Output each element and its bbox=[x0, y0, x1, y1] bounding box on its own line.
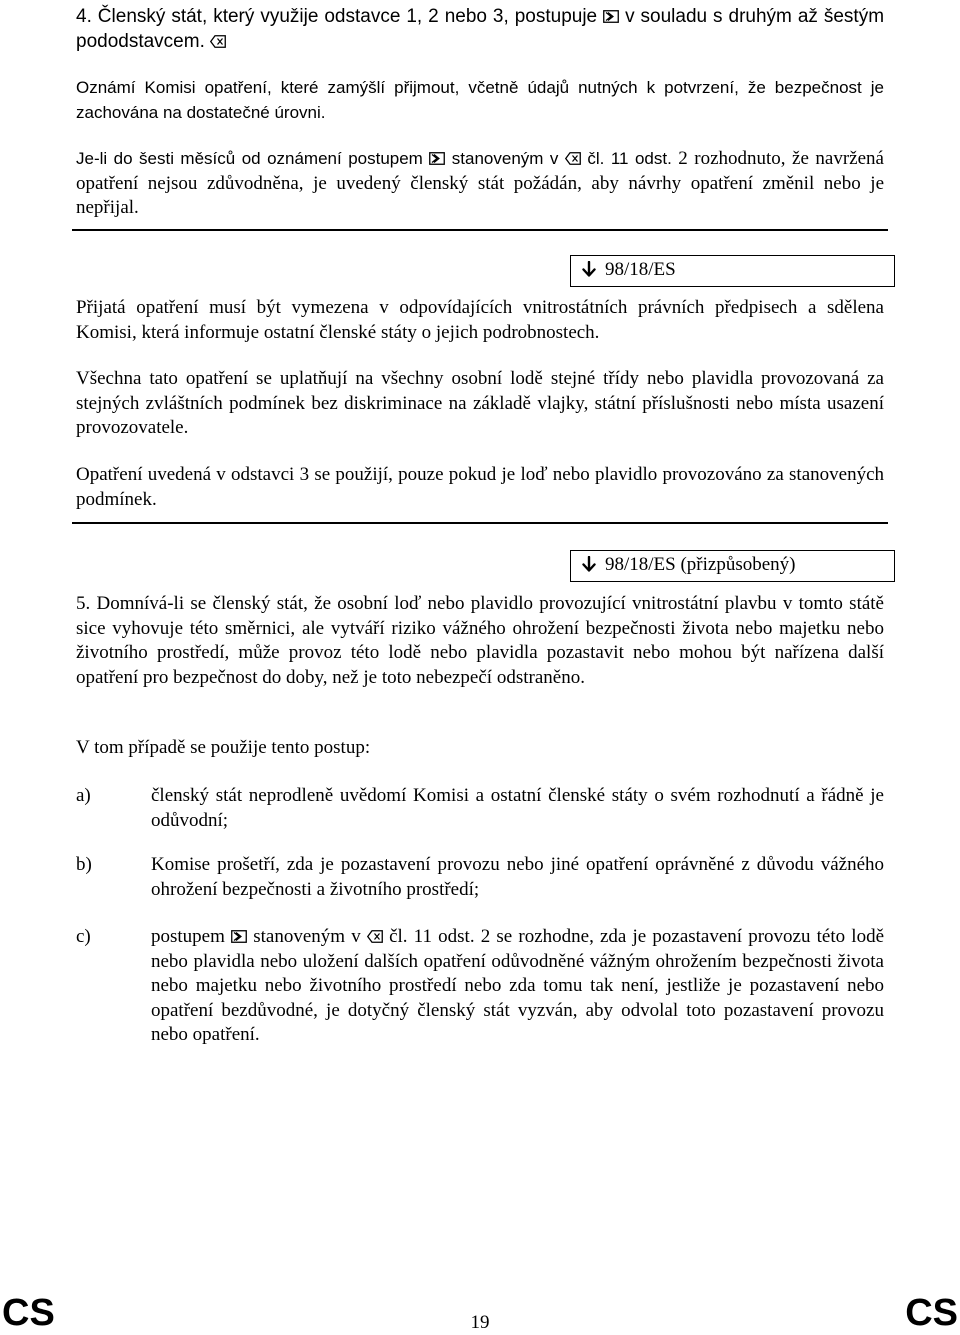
insert-marker-icon bbox=[603, 10, 619, 23]
paragraph-six-months bbox=[76, 147, 884, 221]
down-arrow-icon bbox=[581, 258, 597, 274]
paragraph-six-months-text-c: čl. 11 odst. bbox=[587, 149, 672, 168]
delete-marker-icon bbox=[210, 35, 226, 48]
delete-marker-icon bbox=[367, 930, 383, 943]
list-item-c-text-pre: postupem bbox=[151, 926, 225, 947]
footer-language-left: CS bbox=[2, 1292, 55, 1334]
list-item-b bbox=[76, 853, 884, 903]
insert-marker-icon bbox=[231, 930, 247, 943]
page-number: 19 bbox=[470, 1312, 490, 1333]
paragraph-paragraph-3: Opatření uvedená v odstavci 3 se použijí, pouze pokud je loď nebo plavidlo provozováno za stanovených podmínek. bbox=[76, 464, 884, 510]
paragraph-4-text-b: v souladu s druhým až šestým pododstavcem. bbox=[76, 6, 885, 52]
list-item-text: členský stát neprodleně uvědomí Komisi a ostatní členské státy o svém rozhodnutí a řádně je odůvodní; bbox=[151, 785, 884, 831]
paragraph-six-months-text-d: 2 rozhodnuto, že navržená opatření nejsou zdůvodněna, je uvedený členský stát požádán, aby návrhy opatření změnil nebo je nepřijal. bbox=[76, 148, 884, 219]
paragraph-4-text-a: 4. Členský stát, který využije odstavce 1, 2 nebo 3, postupuje bbox=[76, 6, 598, 27]
paragraph-4 bbox=[76, 5, 884, 54]
footer-language-right: CS bbox=[905, 1292, 958, 1334]
list-item-label: b) bbox=[76, 854, 92, 875]
paragraph-5: 5. Domnívá-li se členský stát, že osobní loď nebo plavidlo provozující vnitrostátní plavbu v tomto státě sice vyhovuje této směrnici, ale vytváří riziko vážného ohrožení bezpečnosti života nebo majetku nebo životního prostředí, může provoz této lodě nebo plavidla pozastavit nebo mohou být nařízena další opatření pro bezpečnost do doby, než je toto nebezpečí odstraněno. bbox=[76, 593, 884, 688]
divider-line bbox=[72, 522, 888, 524]
list-item-c-text-mid: stanoveným v bbox=[253, 926, 361, 947]
reference-label-1: 98/18/ES bbox=[605, 259, 676, 280]
paragraph-six-months-text-a: Je-li do šesti měsíců od oznámení postupem bbox=[76, 149, 423, 168]
insert-marker-icon bbox=[429, 152, 445, 165]
list-item-text bbox=[151, 925, 884, 1048]
reference-label-2: 98/18/ES (přizpůsobený) bbox=[605, 554, 796, 575]
down-arrow-icon bbox=[581, 553, 597, 569]
list-item-c bbox=[76, 925, 884, 1075]
reference-box-2 bbox=[570, 550, 895, 582]
paragraph-adopted-measures: Přijatá opatření musí být vymezena v odpovídajících vnitrostátních právních předpisech a sdělena Komisi, která informuje ostatní členské státy o jejich podrobnostech. bbox=[76, 297, 884, 343]
reference-box-1 bbox=[570, 255, 895, 287]
divider-line bbox=[72, 229, 888, 231]
list-item-text: Komise prošetří, zda je pozastavení provozu nebo jiné opatření oprávněné z důvodu vážného ohrožení bezpečnosti a životního prostředí; bbox=[151, 854, 884, 900]
list-item-label: c) bbox=[76, 926, 91, 947]
paragraph-all-measures: Všechna tato opatření se uplatňují na všechny osobní lodě stejné třídy nebo plavidla provozovaná za stejných zvláštních podmínek bez diskriminace na základě vlajky, státní příslušnosti nebo místa usazení provozovatele. bbox=[76, 368, 884, 439]
paragraph-notification: Oznámí Komisi opatření, které zamýšlí přijmout, včetně údajů nutných k potvrzení, že bezpečnost je zachována na dostatečné úrovni. bbox=[76, 78, 884, 122]
list-item-label: a) bbox=[76, 785, 91, 806]
list-item-c-text-post: čl. 11 odst. 2 se rozhodne, zda je pozastavení provozu této lodě nebo plavidla nebo uložení dalších opatření odůvodněné vážným ohrožením bezpečnosti života nebo majetku nebo životního prostředí nebo zda tomu tak není, jestliže je pozastavení nebo opatření bezdůvodné, je dotyčný členský stát vyzván, aby odvolal toto pozastavení provozu nebo opatření. bbox=[151, 926, 885, 1046]
paragraph-six-months-text-b: stanoveným v bbox=[451, 149, 559, 168]
delete-marker-icon bbox=[565, 152, 581, 165]
list-item-a bbox=[76, 784, 884, 834]
paragraph-procedure-intro: V tom případě se použije tento postup: bbox=[76, 737, 371, 758]
